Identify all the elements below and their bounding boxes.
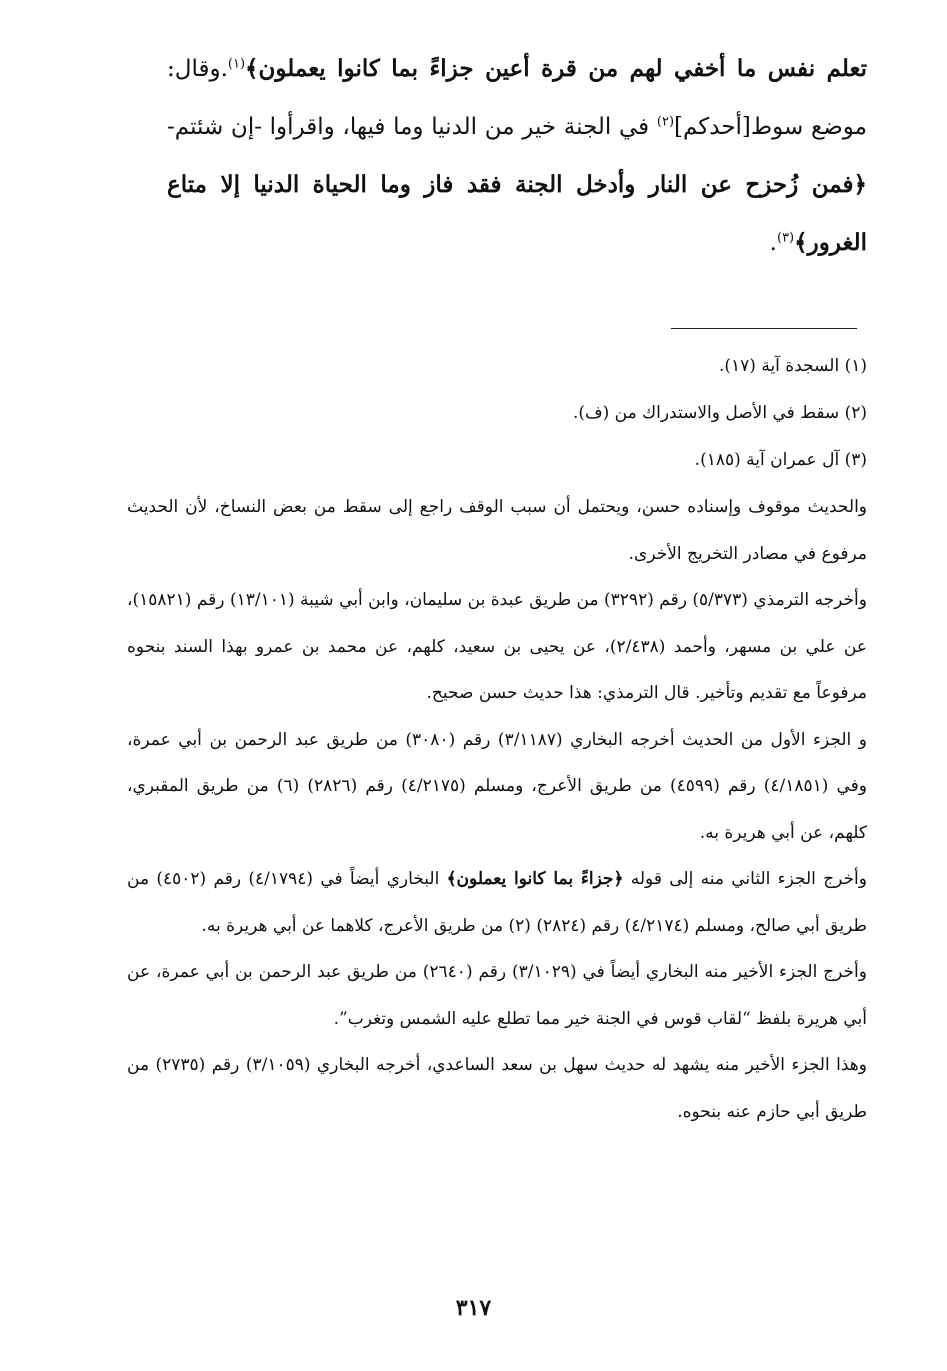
commentary-quran-quote: ﴿جزاءً بما كانوا يعملون﴾ bbox=[446, 869, 624, 889]
page-number: ٣١٧ bbox=[455, 1295, 492, 1321]
commentary-paragraph-6: وهذا الجزء الأخير منه يشهد له حديث سهل بن سعد الساعدي، أخرجه البخاري (٣/١٠٥٩) رقم (٢٧٣٥) من طريق أبي حازم عنه بنحوه. bbox=[127, 1055, 867, 1122]
main-text bbox=[167, 40, 867, 272]
footnote-ref-3: (٣) bbox=[776, 230, 795, 246]
commentary-paragraph-3: و الجزء الأول من الحديث أخرجه البخاري (٣/١١٨٧) رقم (٣٠٨٠) من طريق عبد الرحمن بن أبي عمرة، وفي (٤/١٨٥١) رقم (٤٥٩٩) من طريق الأعرج، ومسلم (٤/٢١٧٥) رقم (٢٨٢٦) (٦) من طريق المقبري، كلهم، عن أبي هريرة به. bbox=[127, 729, 867, 843]
footnote-2: (٢) سقط في الأصل والاستدراك من (ف). bbox=[572, 403, 867, 423]
commentary-paragraph-4 bbox=[127, 856, 867, 949]
footnotes-section bbox=[127, 343, 867, 1135]
commentary-paragraph-1: والحديث موقوف وإسناده حسن، ويحتمل أن سبب الوقف راجع إلى سقط من بعض النساخ، لأن الحديث مرفوع في مصادر التخريج الأخرى. bbox=[127, 497, 867, 564]
footnote-divider bbox=[671, 328, 857, 329]
commentary-paragraph-4-start: وأخرج الجزء الثاني منه إلى قوله bbox=[623, 869, 867, 889]
footnote-ref-2: (٢) bbox=[656, 114, 675, 130]
main-text-end: . bbox=[769, 230, 777, 256]
footnote-ref-1: (١) bbox=[227, 56, 246, 72]
footnote-3: (٣) آل عمران آية (١٨٥). bbox=[694, 450, 867, 470]
quran-verse-1: تعلم نفس ما أخفي لهم من قرة أعين جزاءً بما كانوا يعملون﴾ bbox=[245, 55, 867, 82]
footnote-1: (١) السجدة آية (١٧). bbox=[718, 356, 867, 376]
quran-verse-2: ﴿فمن زُحزح عن النار وأدخل الجنة فقد فاز وما الحياة الدنيا إلا متاع الغرور﴾ bbox=[167, 171, 867, 256]
commentary-paragraph-4-end: البخاري أيضاً في (٤/١٧٩٤) رقم (٤٥٠٢) من طريق أبي صالح، ومسلم (٤/٢١٧٤) رقم (٢٨٢٤) (٢) من طريق الأعرج، كلاهما عن أبي هريرة به. bbox=[127, 869, 867, 936]
commentary-paragraph-2: وأخرجه الترمذي (٥/٣٧٣) رقم (٣٢٩٢) من طريق عبدة بن سليمان، وابن أبي شيبة (١٣/١٠١) رقم (١٥٨٢١)، عن علي بن مسهر، وأحمد (٢/٤٣٨)، عن يحيى بن سعيد، كلهم، عن محمد بن عمرو بهذا السند بنحوه مرفوعاً مع تقديم وتأخير. قال الترمذي: هذا حديث حسن صحيح. bbox=[127, 590, 867, 703]
commentary-paragraph-5: وأخرج الجزء الأخير منه البخاري أيضاً في (٣/١٠٢٩) رقم (٢٦٤٠) من طريق عبد الرحمن بن أبي عمرة، عن أبي هريرة بلفظ “لقاب قوس في الجنة خير مما تطلع عليه الشمس وتغرب”. bbox=[127, 962, 867, 1029]
bracket-word: [أحدكم] bbox=[674, 114, 751, 140]
main-text-part-1: .وقال: موضع سوط bbox=[167, 56, 867, 140]
main-text-part-2: في الجنة خير من الدنيا وما فيها، واقرأوا -إن شئتم- bbox=[167, 114, 657, 140]
